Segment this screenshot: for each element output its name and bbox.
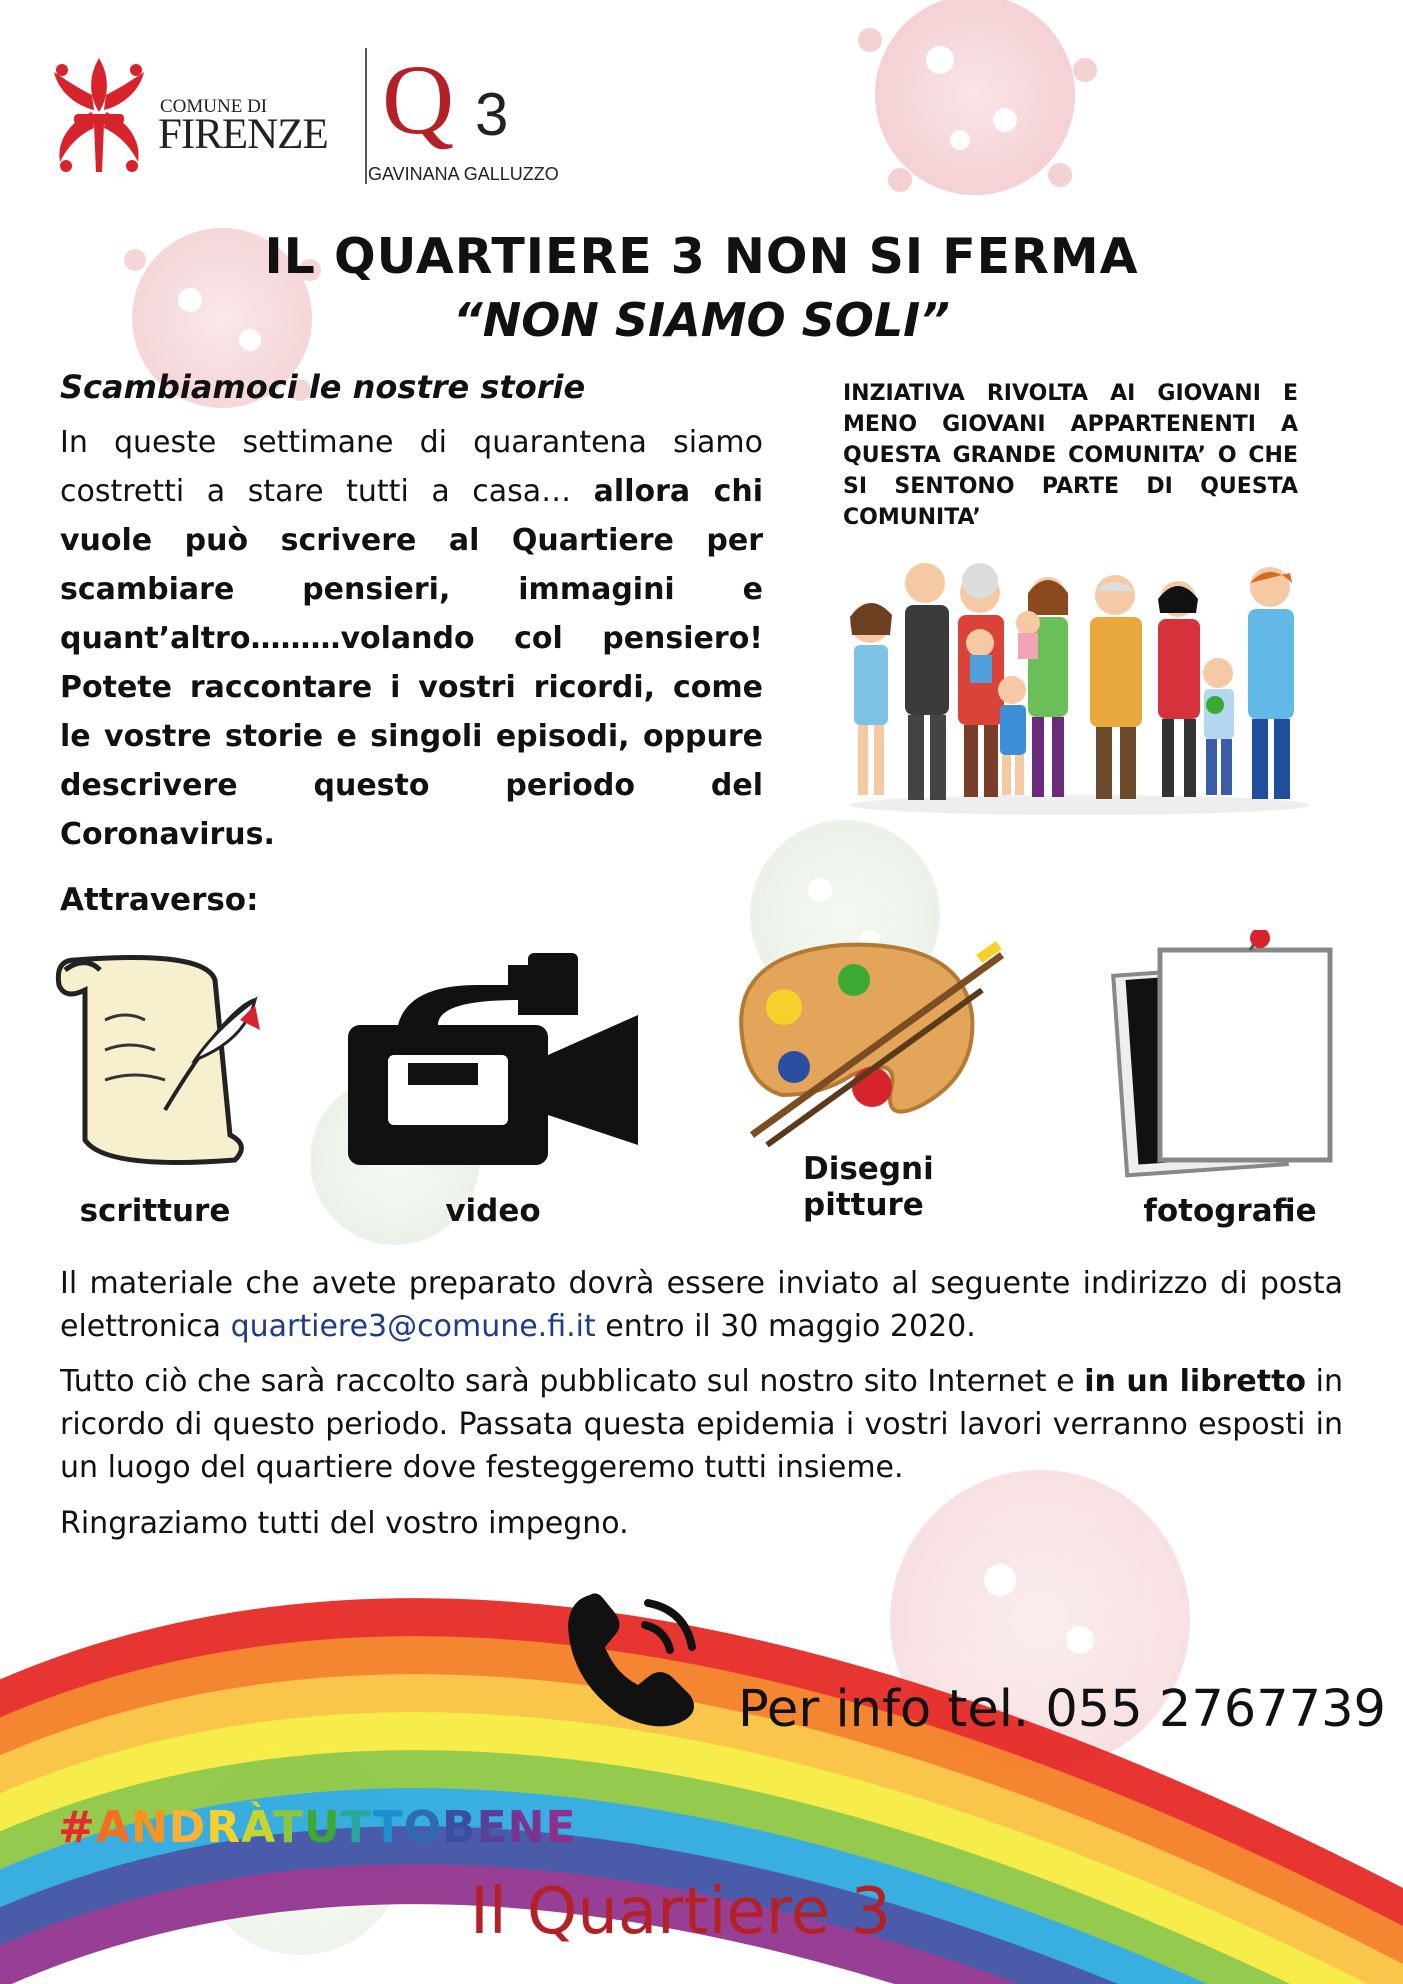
phone-icon	[560, 1585, 710, 1735]
hashtag-letter: D	[168, 1802, 207, 1853]
hashtag-letter: A	[95, 1802, 131, 1853]
hashtag-letter: T	[340, 1802, 373, 1853]
page-title: IL QUARTIERE 3 NON SI FERMA	[264, 228, 1139, 285]
info-phone-text: Per info tel. 055 2767739	[738, 1680, 1387, 1739]
photographs-icon	[1110, 930, 1350, 1180]
family-member-child	[998, 676, 1026, 795]
logo-divider	[365, 48, 367, 184]
paragraph-publication	[60, 1360, 1343, 1489]
hashtag-letter: T	[272, 1802, 304, 1853]
intro-plain: In queste settimane di quarantena siamo costretti a stare tutti a casa…	[60, 425, 763, 509]
signature: Il Quartiere 3	[470, 1875, 892, 1949]
hashtag-letter: E	[476, 1802, 508, 1853]
hashtag-letter: #	[58, 1802, 96, 1853]
family-member-grandfather	[1090, 575, 1142, 799]
family-member-mother	[1158, 581, 1200, 797]
scroll-quill-icon	[45, 940, 270, 1180]
section-subtitle: Scambiamoci le nostre storie	[60, 368, 586, 406]
firenze-label: FIRENZE	[158, 111, 328, 158]
family-member-man	[905, 563, 949, 800]
virus-top-right-icon	[858, 0, 1097, 195]
quartiere-name: GAVINANA GALLUZZO	[368, 164, 559, 184]
hashtag-letter: B	[442, 1802, 477, 1853]
hashtag-letter: N	[507, 1802, 546, 1853]
family-member-boy	[1203, 658, 1234, 795]
p2-text-before: Tutto ciò che sarà raccolto sarà pubblicato sul nostro sito Internet e	[60, 1364, 1085, 1399]
attraverso-label: Attraverso:	[60, 882, 259, 918]
page-subtitle-quote: “NON SIAMO SOLI”	[453, 293, 950, 347]
media-label-disegni-line2: pitture	[803, 1187, 924, 1223]
q-logo-number: 3	[475, 81, 509, 148]
q-logo-letter: Q	[382, 44, 455, 155]
media-label-disegni-line1: Disegni	[803, 1151, 934, 1187]
family-member-girl	[850, 603, 892, 795]
media-label-video: video	[445, 1193, 541, 1229]
comune-label: COMUNE DI	[160, 96, 268, 117]
hashtag-letter: N	[130, 1802, 169, 1853]
p2-text-after: in ricordo di questo periodo. Passata questa epidemia i vostri lavori verranno esposti in un luogo del quartiere dove festeggeremo tutti insieme.	[60, 1364, 1343, 1485]
paragraph-thanks: Ringraziamo tutti del vostro impegno.	[60, 1506, 629, 1541]
target-audience-text: INZIATIVA RIVOLTA AI GIOVANI E MENO GIOVANI APPARTENENTI A QUESTA GRANDE COMUNITA’ O CHE SI SENTONO PARTE DI QUESTA COMUNITA’	[843, 381, 1298, 530]
intro-bold: allora chi vuole può scrivere al Quartiere per scambiare pensieri, immagini e quant’altro………volando col pensiero! Potete raccontare i vostri ricordi, come le vostre storie e singoli episodi, oppure descrivere questo periodo del Coronavirus.	[60, 474, 764, 852]
media-label-disegni	[803, 1151, 934, 1223]
email-link[interactable]: quartiere3@comune.fi.it	[230, 1309, 596, 1344]
p1-text-after: entro il 30 maggio 2020.	[595, 1309, 976, 1344]
media-label-fotografie: fotografie	[1143, 1193, 1317, 1229]
p1-text-before: Il materiale che avete preparato dovrà essere inviato al seguente indirizzo di posta elettronica	[60, 1266, 1343, 1344]
hashtag-letter: U	[303, 1802, 341, 1853]
family-member-father	[1248, 567, 1294, 799]
hashtag-letter: O	[403, 1802, 443, 1853]
hashtag-letter: À	[241, 1802, 273, 1853]
florence-lily-icon	[44, 50, 154, 180]
paragraph-submission	[60, 1262, 1343, 1348]
hashtag-letter: E	[545, 1802, 577, 1853]
family-member-grandmother	[958, 563, 1004, 797]
video-camera-icon	[338, 945, 643, 1170]
hashtag-letter: T	[372, 1802, 404, 1853]
hashtag-andra-tutto-bene	[58, 1802, 577, 1853]
family-illustration	[840, 555, 1320, 820]
media-label-scritture: scritture	[79, 1193, 231, 1229]
paint-palette-icon	[722, 935, 1012, 1150]
p2-bold: in un libretto	[1084, 1364, 1307, 1399]
hashtag-letter: R	[206, 1802, 242, 1853]
intro-paragraph	[60, 418, 763, 859]
